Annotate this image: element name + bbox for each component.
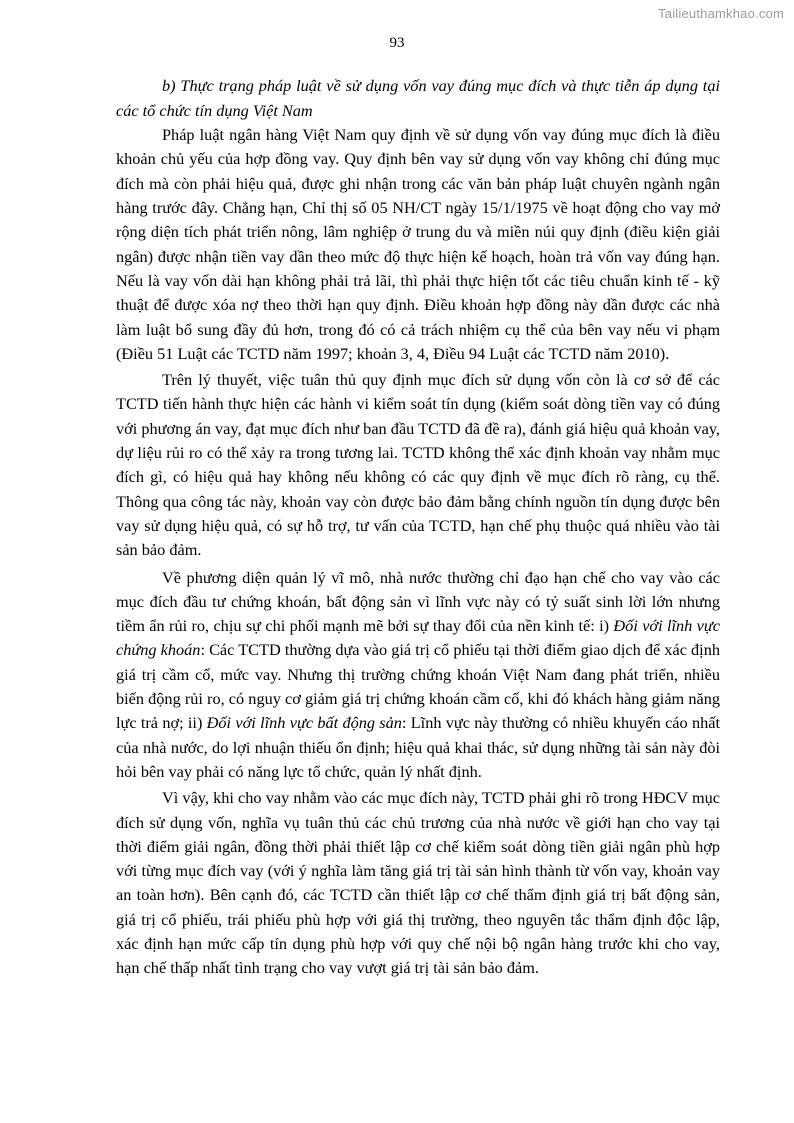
paragraph-3-text-e: : Lĩnh vực này thường có nhiều khuyến cáo nhất của nhà nước, do lợi nhuận thiếu ổn định; hiệu quả khai thác, sử dụng những tài sản này đòi hỏi bên vay phải có năng lực tổ chức, quản lý nhất định. [116, 713, 720, 781]
paragraph-3 [116, 566, 720, 785]
section-heading: b) Thực trạng pháp luật về sử dụng vốn vay đúng mục đích và thực tiễn áp dụng tại các tổ chức tín dụng Việt Nam [116, 76, 720, 120]
real-estate-term: Đối với lĩnh vực bất động sản [206, 713, 402, 733]
securities-term: Đối với lĩnh vực chứng khoán [116, 616, 721, 660]
paragraph-1: Pháp luật ngân hàng Việt Nam quy định về sử dụng vốn vay đúng mục đích là điều khoản chủ yếu của hợp đồng vay. Quy định bên vay sử dụng vốn vay không chỉ đúng mục đích mà còn phải hiệu quả, được ghi nhận trong các văn bản pháp luật chuyên ngành ngân hàng trước đây. Chẳng hạn, Chỉ thị số 05 NH/CT ngày 15/1/1975 về hoạt động cho vay mở rộng diện tích phát triển nông, lâm nghiệp ở trung du và miền núi quy định (điều kiện giải ngân) được nhận tiền vay dần theo mức độ thực hiện kế hoạch, hoàn trả vốn vay đúng hạn. Nếu là vay vốn dài hạn không phải trả lãi, thì phải thực hiện tốt các tiêu chuẩn kinh tế - kỹ thuật để được xóa nợ theo thời hạn quy định. Điều khoản hợp đồng này dần được các nhà làm luật bổ sung đầy đủ hơn, trong đó có cả trách nhiệm cụ thể của bên vay nếu vi phạm (Điều 51 Luật các TCTD năm 1997; khoản 3, 4, Điều 94 Luật các TCTD năm 2010). [116, 125, 720, 363]
paragraph-3-text-c: : Các TCTD thường dựa vào giá trị cổ phiếu tại thời điểm giao dịch để xác định giá trị cầm cố, mức vay. Nhưng thị trường chứng khoán Việt Nam đang phát triển, nhiều biến động rủi ro, có nguy cơ giảm giá trị chứng khoán cầm cố, khi đó khách hàng giảm năng lực trả nợ; ii) [116, 640, 720, 733]
paragraph-4: Vì vậy, khi cho vay nhằm vào các mục đích này, TCTD phải ghi rõ trong HĐCV mục đích sử dụng vốn, nghĩa vụ tuân thủ các chủ trương của nhà nước về giới hạn cho vay tại thời điểm giải ngân, đồng thời phải thiết lập cơ chế kiểm soát dòng tiền giải ngân phù hợp với từng mục đích vay (với ý nghĩa làm tăng giá trị tài sản hình thành từ vốn vay, khoản vay an toàn hơn). Bên cạnh đó, các TCTD cần thiết lập cơ chế thẩm định giá trị bất động sản, giá trị cổ phiếu, trái phiếu phù hợp với giá thị trường, theo nguyên tắc thẩm định độc lập, xác định hạn mức cấp tín dụng phù hợp với quy chế nội bộ ngân hàng trước khi cho vay, hạn chế thấp nhất tình trạng cho vay vượt giá trị tài sản bảo đảm. [116, 788, 720, 978]
watermark: Tailieuthamkhao.com [658, 6, 784, 21]
paragraph-3-text-a: Về phương diện quản lý vĩ mô, nhà nước thường chỉ đạo hạn chế cho vay vào các mục đích đầu tư chứng khoán, bất động sản vì lĩnh vực này có tỷ suất sinh lời lớn nhưng tiềm ẩn rủi ro, chịu sự chi phối mạnh mẽ bởi sự thay đổi của nền kinh tế: i) [116, 567, 720, 636]
page-body [116, 74, 720, 981]
page-number: 93 [389, 35, 405, 51]
paragraph-2: Trên lý thuyết, việc tuân thủ quy định mục đích sử dụng vốn còn là cơ sở để các TCTD tiến hành thực hiện các hành vi kiểm soát tín dụng (kiểm soát dòng tiền vay có đúng với phương án vay, đạt mục đích như ban đầu TCTD đã đề ra), đánh giá hiệu quả khoản vay, dự liệu rủi ro có thể xảy ra trong tương lai. TCTD không thể xác định khoản vay nhằm mục đích gì, có hiệu quả hay không nếu không có các quy định về mục đích rõ ràng, cụ thể. Thông qua công tác này, khoản vay còn được bảo đảm bằng chính nguồn tín dụng được bên vay sử dụng hiệu quả, có sự hỗ trợ, tư vấn của TCTD, hạn chế phụ thuộc quá nhiều vào tài sản bảo đảm. [116, 370, 720, 560]
